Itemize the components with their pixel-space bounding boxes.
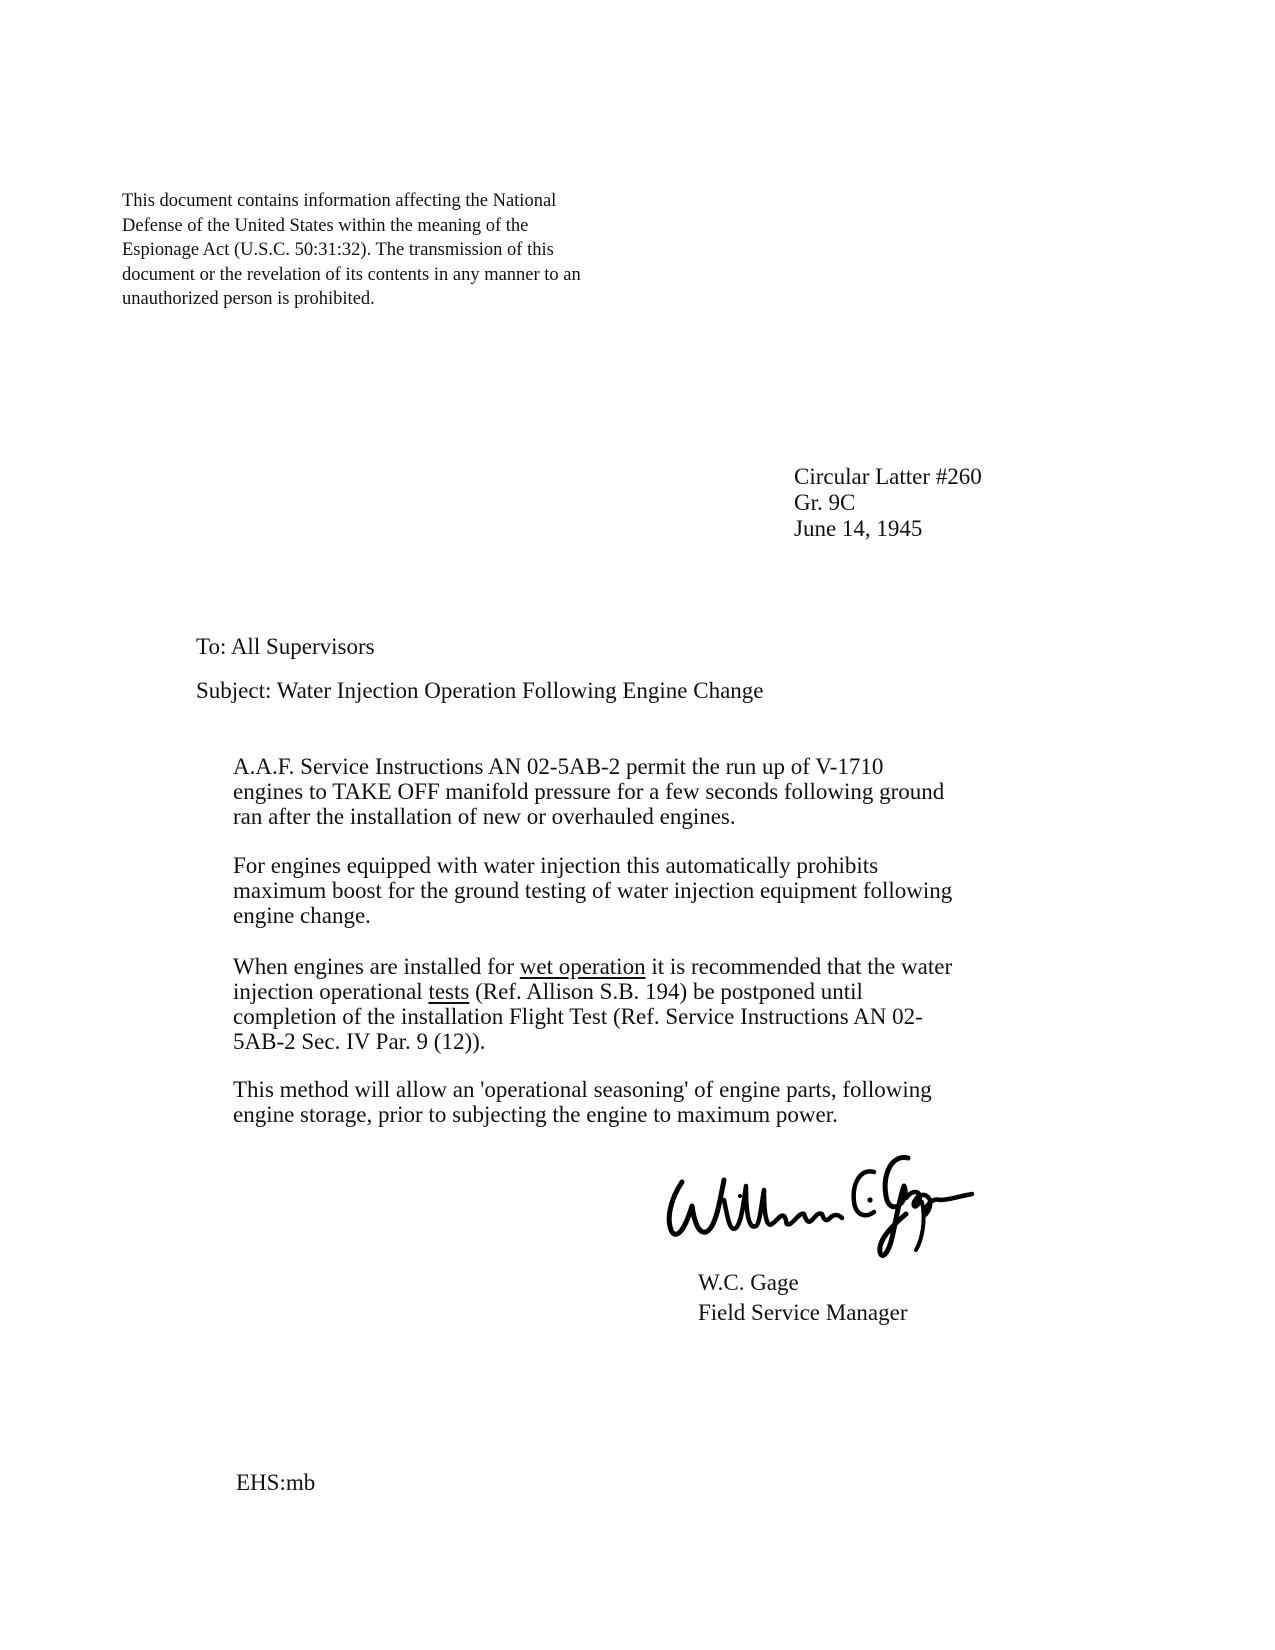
body-line: engine change. <box>233 903 371 928</box>
notice-line: unauthorized person is prohibited. <box>122 289 375 309</box>
signer-title: Field Service Manager <box>698 1300 908 1325</box>
underlined-phrase-wet-operation: wet operation <box>519 954 646 979</box>
notice-line: This document contains information affecting the National <box>122 191 557 211</box>
typist-initials: EHS:mb <box>236 1470 316 1495</box>
body-line: maximum boost for the ground testing of water injection equipment following <box>233 878 953 903</box>
body-line <box>233 954 1033 979</box>
body-text-segment: injection operational <box>233 979 429 1004</box>
body-paragraph-2 <box>233 853 1033 928</box>
underlined-word-tests: tests <box>428 979 470 1004</box>
security-notice <box>122 189 662 312</box>
body-paragraph-4 <box>233 1077 1033 1127</box>
body-line: engine storage, prior to subjecting the engine to maximum power. <box>233 1102 838 1127</box>
handwritten-signature <box>660 1140 980 1270</box>
signer-name: W.C. Gage <box>698 1270 799 1295</box>
subject-line: Subject: Water Injection Operation Following Engine Change <box>196 678 764 703</box>
body-line: engines to TAKE OFF manifold pressure for a few seconds following ground <box>233 779 945 804</box>
signer-block <box>698 1268 907 1328</box>
body-line: This method will allow an 'operational seasoning' of engine parts, following <box>233 1077 932 1102</box>
notice-line: Espionage Act (U.S.C. 50:31:32). The transmission of this <box>122 240 554 260</box>
recipient-line: To: All Supervisors <box>196 634 375 659</box>
body-paragraph-3 <box>233 954 1033 1054</box>
body-line: ran after the installation of new or overhauled engines. <box>233 804 736 829</box>
body-paragraph-1 <box>233 754 1033 829</box>
body-line: For engines equipped with water injection this automatically prohibits <box>233 853 879 878</box>
reference-block <box>794 464 982 542</box>
notice-line: document or the revelation of its contents in any manner to an <box>122 264 581 285</box>
body-line: completion of the installation Flight Test (Ref. Service Instructions AN 02- <box>233 1004 923 1029</box>
body-text-segment: (Ref. Allison S.B. 194) be postponed until <box>469 979 863 1004</box>
notice-line: Defense of the United States within the meaning of the <box>122 215 529 236</box>
body-text-segment: it is recommended that the water <box>645 954 953 979</box>
letter-date: June 14, 1945 <box>794 516 923 541</box>
body-line: A.A.F. Service Instructions AN 02-5AB-2 permit the run up of V-1710 <box>233 754 884 779</box>
group-code: Gr. 9C <box>794 490 856 515</box>
body-line: 5AB-2 Sec. IV Par. 9 (12)). <box>233 1029 486 1054</box>
circular-number: Circular Latter #260 <box>794 464 982 489</box>
body-line <box>233 979 1033 1004</box>
body-text-segment: When engines are installed for <box>233 954 520 979</box>
